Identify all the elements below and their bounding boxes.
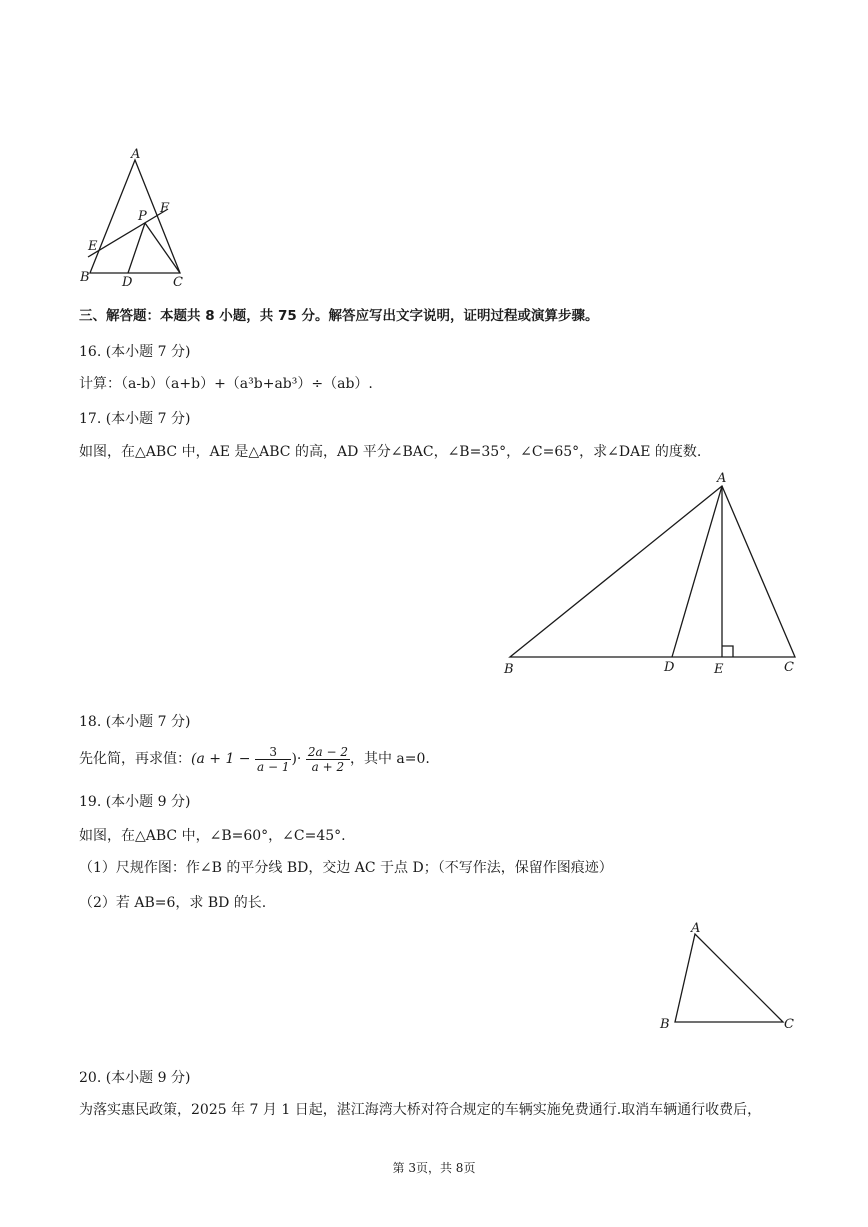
label-d: D [122, 275, 133, 290]
fig-q15-triangle [80, 145, 200, 290]
q18-heading: 18. (本小题 7 分) [79, 714, 191, 730]
q18-text [79, 742, 430, 776]
q19-part2: （2）若 AB=6，求 BD 的长. [79, 895, 267, 911]
right-angle-mark [722, 646, 733, 657]
q18-f1-denominator: a − 1 [256, 759, 290, 774]
q18-fraction-1 [255, 745, 291, 774]
label-c: C [784, 1017, 794, 1032]
q16-heading: 16. (本小题 7 分) [79, 344, 191, 360]
label-c: C [173, 275, 183, 290]
label-b: B [80, 270, 90, 285]
triangle-abc [90, 160, 180, 273]
q20-heading: 20. (本小题 9 分) [79, 1070, 191, 1086]
page-footer: 第 3页，共 8页 [392, 1161, 476, 1175]
line-ef [88, 209, 168, 257]
q18-f1-numerator: 3 [255, 745, 291, 760]
label-d: D [664, 660, 675, 675]
label-b: B [504, 662, 514, 677]
q19-text: 如图，在△ABC 中，∠B=60°，∠C=45°. [79, 828, 346, 844]
label-e: E [88, 239, 98, 254]
q19-heading: 19. (本小题 9 分) [79, 794, 191, 810]
q18-prefix: 先化简，再求值： [79, 751, 191, 767]
fig-q17-triangle [500, 470, 810, 685]
section-3-heading: 三、解答题：本题共 8 小题，共 75 分。解答应写出文字说明，证明过程或演算步骤。 [79, 308, 599, 324]
q20-text: 为落实惠民政策，2025 年 7 月 1 日起，湛江海湾大桥对符合规定的车辆实施免费通行.取消车辆通行收费后， [79, 1102, 762, 1118]
triangle-abc [675, 934, 783, 1022]
label-a: A [717, 471, 727, 486]
label-c: C [784, 660, 794, 675]
fig-q19-triangle [655, 918, 805, 1038]
label-a: A [131, 147, 141, 162]
q17-heading: 17. (本小题 7 分) [79, 411, 191, 427]
label-e: E [714, 662, 724, 677]
q19-part1: （1）尺规作图：作∠B 的平分线 BD，交边 AC 于点 D；（不写作法，保留作图痕迹） [79, 860, 613, 876]
label-p: P [138, 209, 147, 224]
label-b: B [660, 1017, 670, 1032]
triangle-abc [510, 486, 795, 657]
q18-f2-denominator: a + 2 [311, 759, 345, 774]
q18-suffix: ，其中 a=0. [349, 751, 430, 767]
q18-fraction-2 [306, 745, 350, 774]
label-a: A [691, 921, 701, 936]
q18-f2-numerator: 2a − 2 [307, 744, 348, 759]
label-f: F [160, 201, 170, 216]
bisector-ad [672, 486, 722, 657]
q17-text: 如图，在△ABC 中，AE 是△ABC 的高，AD 平分∠BAC，∠B=35°，∠C=65°，求∠DAE 的度数. [79, 444, 702, 460]
q16-text: 计算：（a-b）（a+b）+（a³b+ab³）÷（ab）. [79, 376, 373, 392]
q18-expr-mid: )· [291, 751, 302, 767]
q18-expr-open: (a + 1 − [191, 751, 251, 767]
segment-pd [128, 223, 145, 273]
